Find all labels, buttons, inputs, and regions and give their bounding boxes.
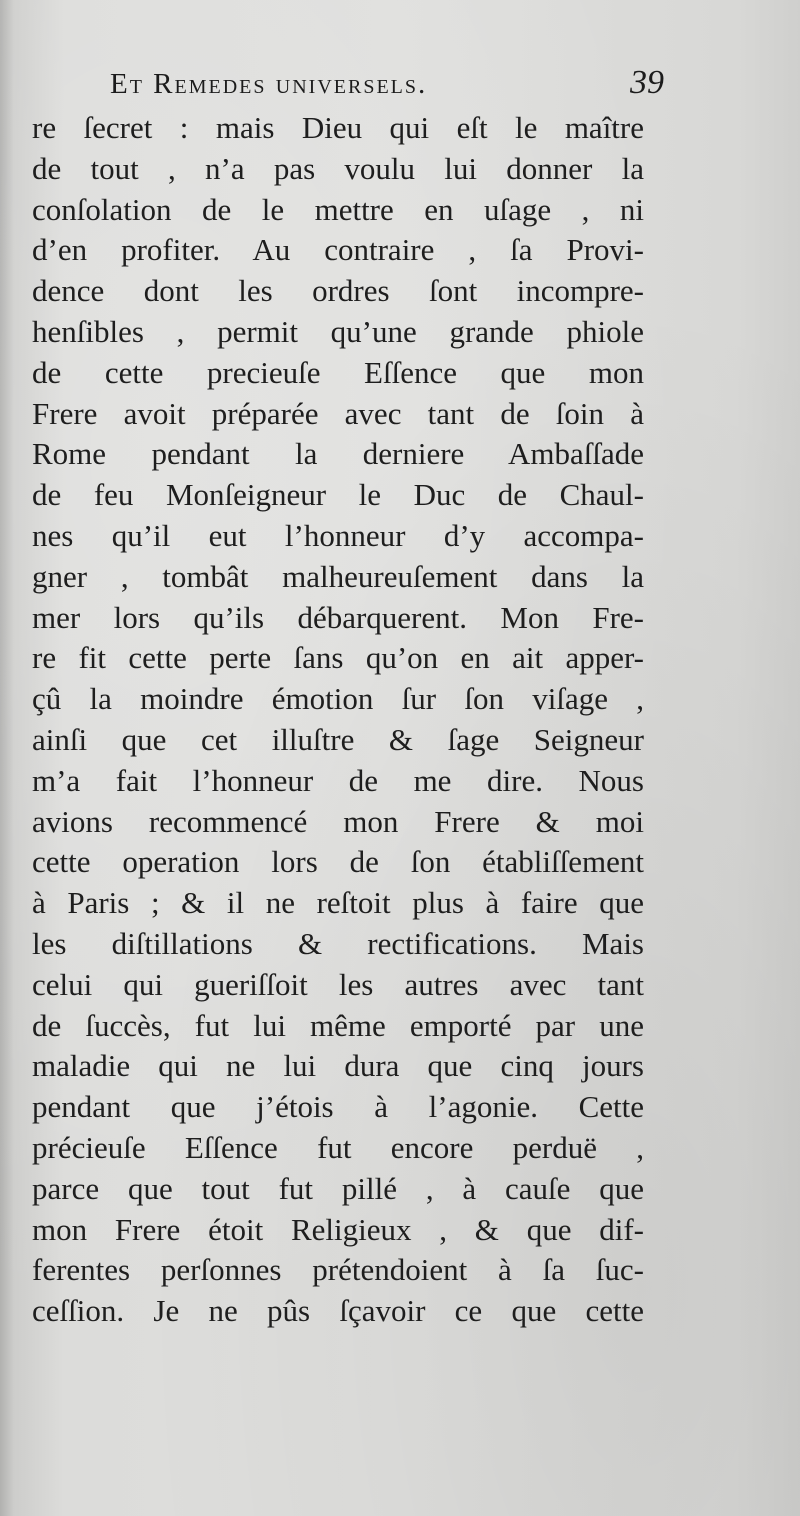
text-line: re ſecret : mais Dieu qui eſt le maître: [32, 110, 644, 145]
text-line: pendant que j’étois à l’agonie. Cette: [32, 1089, 644, 1125]
text-line: maladie qui ne lui dura que cinq jours: [32, 1048, 644, 1084]
text-line: çû la moindre émotion ſur ſon viſage ,: [32, 681, 644, 717]
text-line: ainſi que cet illuſtre & ſage Seigneur: [32, 721, 644, 757]
text-line: ceſſion. Je ne pûs ſçavoir ce que cette: [32, 1293, 644, 1329]
text-line: Frere avoit préparée avec tant de ſoin à: [32, 395, 644, 431]
text-line: mon Frere étoit Religieux , & que dif-: [32, 1211, 644, 1247]
text-line: Rome pendant la derniere Ambaſſade: [32, 436, 644, 472]
text-line: d’en profiter. Au contraire , ſa Provi-: [32, 232, 644, 268]
text-line: précieuſe Eſſence fut encore perduë ,: [32, 1129, 644, 1165]
text-line: avions recommencé mon Frere & moi: [32, 803, 644, 839]
text-line: nes qu’il eut l’honneur d’y accompa-: [32, 517, 644, 553]
text-line: à Paris ; & il ne reſtoit plus à faire que: [32, 885, 644, 921]
text-line: conſolation de le mettre en uſage , ni: [32, 191, 644, 227]
text-line: ferentes perſonnes prétendoient à ſa ſuc-: [32, 1252, 644, 1288]
running-title: Et Remedes universels.: [110, 68, 428, 100]
text-line: mer lors qu’ils débarquerent. Mon Fre-: [32, 599, 644, 635]
text-line: de ſuccès, fut lui même emporté par une: [32, 1007, 644, 1043]
text-line: celui qui gueriſſoit les autres avec tant: [32, 966, 644, 1002]
text-line: parce que tout fut pillé , à cauſe que: [32, 1170, 644, 1206]
page-gutter-shadow: [0, 0, 14, 1516]
text-line: cette operation lors de ſon établiſſement: [32, 844, 644, 880]
running-head: [110, 64, 670, 108]
body-text: [32, 108, 644, 1332]
text-line: de cette precieuſe Eſſence que mon: [32, 354, 644, 390]
text-line: re fit cette perte ſans qu’on en ait apper-: [32, 640, 644, 676]
text-line: dence dont les ordres ſont incompre-: [32, 273, 644, 309]
text-line: les diſtillations & rectifications. Mais: [32, 925, 644, 961]
text-line: henſibles , permit qu’une grande phiole: [32, 313, 644, 349]
text-line: gner , tombât malheureuſement dans la: [32, 558, 644, 594]
page-number: 39: [630, 64, 664, 101]
text-line: de tout , n’a pas voulu lui donner la: [32, 150, 644, 186]
text-line: de feu Monſeigneur le Duc de Chaul-: [32, 477, 644, 513]
text-line: m’a fait l’honneur de me dire. Nous: [32, 762, 644, 798]
